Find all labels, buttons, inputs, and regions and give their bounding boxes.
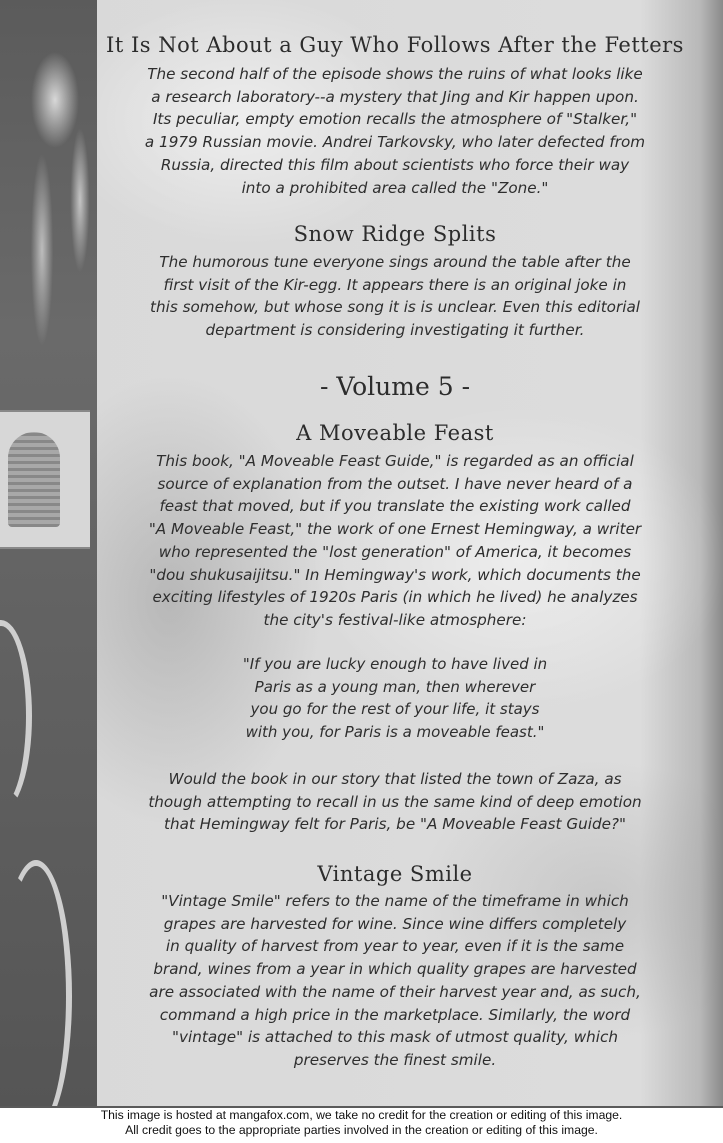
quote-line: Paris as a young man, then wherever [254, 677, 536, 696]
hemingway-quote [105, 653, 685, 744]
text-line: in quality of harvest from year to year, even if it is the same [165, 937, 625, 956]
text-line: department is considering investigating it further. [205, 321, 585, 340]
section-body-snow-ridge [105, 251, 685, 342]
text-line: "Vintage Smile" refers to the name of the timeframe in which [161, 892, 629, 910]
text-line: "A Moveable Feast," the work of one Ernest Hemingway, a writer [148, 520, 642, 539]
text-line: are associated with the name of their harvest year and, as such, [149, 982, 641, 1001]
section-body-vintage-smile [105, 890, 685, 1072]
quote-line: "If you are lucky enough to have lived in [242, 655, 548, 673]
text-line: source of explanation from the outset. I have never heard of a [157, 474, 633, 493]
artwork-curve [0, 860, 72, 1108]
text-line: This book, "A Moveable Feast Guide," is regarded as an official [156, 452, 634, 470]
footer-line-1: This image is hosted at mangafox.com, we take no credit for the creation or editing of this image. [100, 1108, 623, 1122]
text-line: into a prohibited area called the "Zone." [241, 178, 549, 197]
text-line: this somehow, but whose song it is is unclear. Even this editorial [150, 298, 640, 317]
artwork-curve [0, 620, 32, 812]
text-line: "vintage" is attached to this mask of utmost quality, which [172, 1028, 618, 1047]
text-line: first visit of the Kir-egg. It appears there is an original joke in [163, 275, 627, 294]
section-title-snow-ridge: Snow Ridge Splits [293, 222, 497, 246]
text-line: exciting lifestyles of 1920s Paris (in which he lived) he analyzes [152, 588, 638, 607]
text-line: grapes are harvested for wine. Since wine differs completely [163, 914, 627, 933]
text-line: who represented the "lost generation" of America, it becomes [158, 542, 632, 561]
text-line: The second half of the episode shows the ruins of what looks like [147, 65, 643, 83]
text-line: feast that moved, but if you translate the existing work called [159, 497, 631, 516]
text-line: Its peculiar, empty emotion recalls the atmosphere of "Stalker," [152, 110, 638, 129]
footer-line-2: All credit goes to the appropriate parties involved in the creation or editing of this image. [125, 1123, 598, 1137]
text-line: Russia, directed this film about scientists who force their way [160, 155, 630, 174]
text-line: a 1979 Russian movie. Andrei Tarkovsky, who later defected from [144, 133, 646, 152]
text-line: brand, wines from a year in which quality grapes are harvested [153, 960, 637, 979]
moveable-feast-closing [105, 768, 685, 836]
section-title-fetters: It Is Not About a Guy Who Follows After the Fetters [106, 33, 684, 57]
text-line: the city's festival-like atmosphere: [263, 610, 527, 629]
artwork-sign [8, 432, 60, 527]
volume-heading: - Volume 5 - [319, 372, 471, 401]
hosting-credit-footer [0, 1108, 723, 1143]
text-line: The humorous tune everyone sings around the table after the [159, 253, 631, 271]
quote-line: with you, for Paris is a moveable feast." [245, 723, 545, 742]
quote-line: you go for the rest of your life, it stays [250, 700, 540, 719]
section-title-vintage-smile: Vintage Smile [317, 862, 473, 886]
section-title-moveable-feast: A Moveable Feast [296, 421, 494, 445]
manga-artwork-strip [0, 0, 97, 1106]
section-body-fetters [105, 63, 685, 199]
text-line: preserves the finest smile. [293, 1050, 497, 1069]
text-line: "dou shukusaijitsu." In Hemingway's work, which documents the [149, 565, 641, 584]
text-line: that Hemingway felt for Paris, be "A Moveable Feast Guide?" [164, 815, 626, 834]
text-line: a research laboratory--a mystery that Jing and Kir happen upon. [151, 87, 639, 106]
artwork-sign-panel [0, 410, 90, 549]
text-line: command a high price in the marketplace. Similarly, the word [159, 1005, 631, 1024]
text-line: Would the book in our story that listed the town of Zaza, as [168, 770, 622, 788]
section-body-moveable-feast [105, 450, 685, 632]
text-line: though attempting to recall in us the same kind of deep emotion [148, 792, 642, 811]
